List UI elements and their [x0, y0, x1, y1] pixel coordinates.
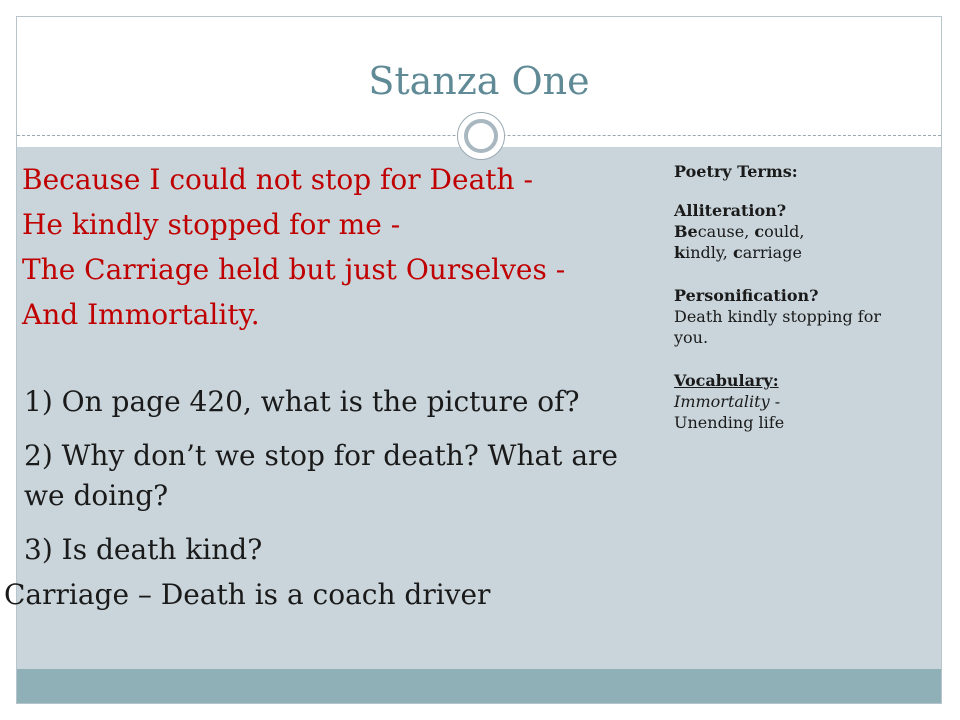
poem-line: The Carriage held but just Ourselves - [22, 253, 566, 286]
poetry-terms-heading: Poetry Terms: [674, 162, 798, 181]
slide-title: Stanza One [368, 59, 590, 103]
alliteration-block [674, 200, 910, 263]
personification-term: Personification? [674, 286, 819, 305]
question-item: 1) On page 420, what is the picture of? [24, 385, 580, 418]
answer-text: Carriage – Death is a coach driver [4, 578, 491, 611]
vocabulary-separator: - [769, 392, 781, 411]
personification-text: Death kindly stopping for you. [674, 307, 881, 347]
poetry-terms-sidebar [674, 161, 910, 455]
vocabulary-heading: Vocabulary: [674, 371, 779, 390]
poem-line: He kindly stopped for me - [22, 208, 401, 241]
poem-line: Because I could not stop for Death - [22, 163, 533, 196]
question-item: 2) Why don’t we stop for death? What are we doing? [24, 439, 618, 512]
poem-line: And Immortality. [22, 298, 260, 331]
circle-ornament-icon [457, 112, 505, 160]
poem-stanza [22, 157, 565, 337]
alliteration-term: Alliteration? [674, 201, 787, 220]
vocabulary-block [674, 370, 910, 433]
bottom-bar [17, 669, 941, 703]
question-item: 3) Is death kind? [24, 533, 263, 566]
alliteration-examples: Because, could, kindly, carriage [674, 222, 805, 262]
question-list [24, 382, 642, 584]
vocabulary-word: Immortality [674, 392, 770, 411]
personification-block [674, 285, 910, 348]
vocabulary-definition: Unending life [674, 413, 785, 432]
